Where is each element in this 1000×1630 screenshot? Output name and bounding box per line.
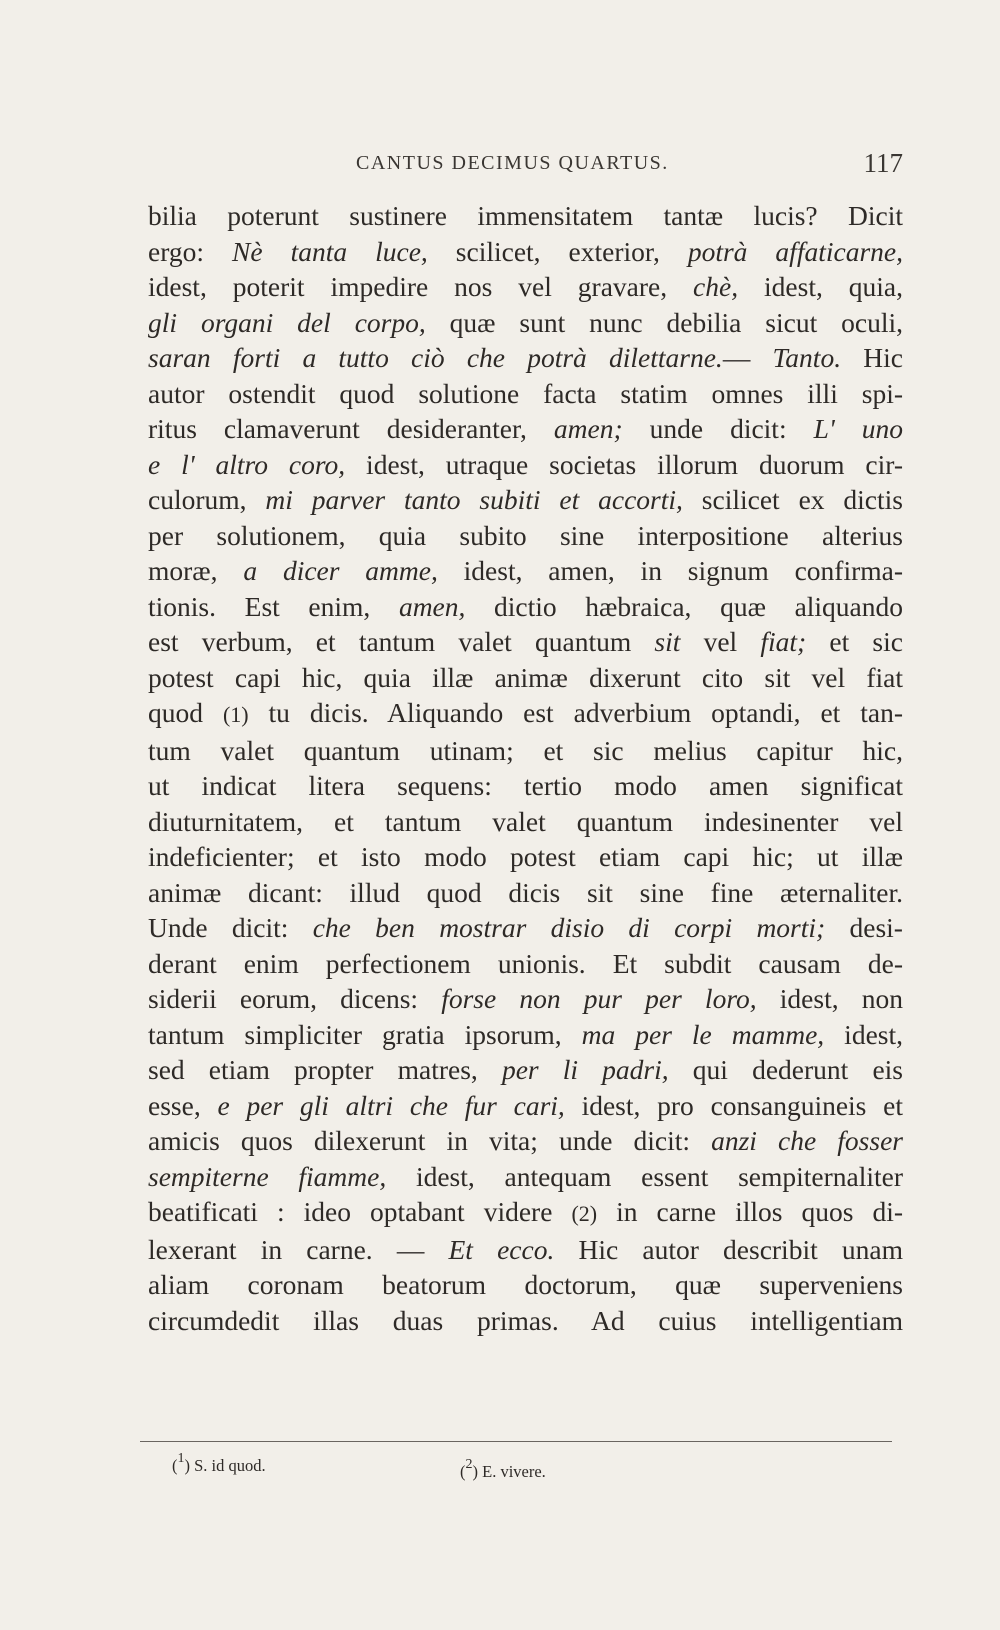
italic-quote: amen,	[398, 590, 466, 622]
italic-quote: L' uno	[813, 413, 903, 444]
italic-quote: che ben mostrar disio di corpi morti;	[312, 912, 826, 943]
text-line	[148, 804, 903, 840]
text-line	[148, 269, 903, 305]
text-segment: lexerant in carne. —	[148, 1233, 449, 1265]
text-line	[148, 518, 903, 554]
text-segment: idest, amen, in signum confirma-	[437, 555, 904, 586]
text-segment: ergo:	[148, 235, 233, 267]
text-segment: circumdedit illas duas primas. Ad cuius intelligentiam	[148, 1304, 903, 1336]
text-line	[148, 553, 903, 589]
text-line	[148, 1194, 903, 1232]
text-segment: idest, utraque societas illorum duorum cir-	[345, 448, 903, 480]
text-line	[148, 733, 903, 769]
text-segment: animæ dicant: illud quod dicis sit sine fine æternaliter.	[148, 876, 903, 908]
text-line	[148, 1052, 903, 1088]
italic-quote: mi parver tanto subiti et accorti,	[265, 484, 683, 515]
text-line	[148, 768, 903, 804]
text-line	[148, 1159, 903, 1195]
text-line	[148, 1232, 903, 1268]
footnotes	[172, 1451, 872, 1486]
text-segment: quæ sunt nunc debilia sicut oculi,	[425, 306, 903, 338]
text-segment: siderii eorum, dicens:	[148, 983, 442, 1014]
text-line	[148, 875, 903, 911]
text-line	[148, 340, 903, 376]
text-segment: est verbum, et tantum valet quantum	[148, 626, 655, 657]
italic-quote: chè,	[693, 271, 739, 302]
text-line	[148, 910, 903, 946]
text-line	[148, 234, 903, 270]
italic-quote: Et ecco.	[448, 1233, 555, 1265]
text-segment: Hic autor describit unam	[554, 1233, 903, 1265]
italic-quote: gli organi del corpo,	[148, 306, 426, 338]
text-line	[148, 981, 903, 1017]
text-segment: aliam coronam beatorum doctorum, quæ superveniens	[148, 1269, 903, 1300]
italic-quote: forse non pur per loro,	[441, 983, 757, 1014]
text-line	[148, 1123, 903, 1159]
text-segment: Unde dicit:	[148, 912, 313, 943]
text-line	[148, 1017, 903, 1053]
text-line	[148, 1267, 903, 1303]
text-line	[148, 946, 903, 982]
text-segment: vel	[680, 626, 761, 657]
text-line	[148, 447, 903, 483]
italic-quote: amen;	[553, 413, 623, 444]
italic-quote: ma per le mamme,	[581, 1018, 825, 1050]
text-segment: in carne illos quos di-	[597, 1196, 903, 1227]
text-segment: idest,	[824, 1018, 903, 1050]
text-segment: ritus clamaverunt desideranter,	[148, 413, 554, 444]
italic-quote: a dicer amme,	[243, 555, 438, 586]
text-line	[148, 376, 903, 412]
text-segment: moræ,	[148, 555, 244, 586]
text-segment: ut indicat litera sequens: tertio modo amen significat	[148, 770, 903, 801]
text-segment: esse,	[148, 1089, 218, 1121]
italic-quote: Tanto.	[772, 342, 842, 373]
italic-quote: saran forti a tutto ciò che potrà dilettarne.	[148, 342, 723, 373]
text-segment: potest capi hic, quia illæ animæ dixerunt cito sit vel fiat	[148, 661, 903, 693]
text-segment: quod	[148, 697, 223, 728]
text-line	[148, 305, 903, 341]
body-text	[148, 198, 903, 1338]
text-line	[148, 589, 903, 625]
footnote-2: ($^2$) E. vivere.	[460, 1457, 546, 1481]
italic-quote: per li padri,	[501, 1054, 669, 1085]
text-segment: unde dicit:	[622, 413, 814, 444]
text-segment: idest, quia,	[738, 271, 903, 302]
text-segment: autor ostendit quod solutione facta statim omnes illi spi-	[148, 377, 903, 409]
italic-quote: e l' altro coro,	[148, 448, 346, 480]
italic-quote: anzi che fosser	[711, 1125, 903, 1156]
text-segment: derant enim perfectionem unionis. Et subdit causam de-	[148, 947, 903, 979]
text-segment: qui dederunt eis	[668, 1054, 904, 1085]
text-line	[148, 411, 903, 447]
text-line	[148, 482, 903, 518]
text-segment: tionis. Est enim,	[148, 590, 399, 622]
page-header	[148, 150, 903, 184]
text-segment: bilia poterunt sustinere immensitatem tantæ lucis? Dicit	[148, 200, 903, 231]
footnote-1: ($^1$) S. id quod.	[172, 1451, 266, 1475]
text-segment: diuturnitatem, et tantum valet quantum indesinenter vel	[148, 805, 903, 837]
text-segment: dictio hæbraica, quæ aliquando	[465, 590, 904, 622]
text-segment: per solutionem, quia subito sine interpositione alterius	[148, 519, 903, 551]
italic-quote: sempiterne fiamme,	[148, 1160, 387, 1192]
text-segment: tum valet quantum utinam; et sic melius capitur hic,	[148, 734, 903, 766]
text-line	[148, 839, 903, 875]
text-segment: beatificati : ideo optabant videre	[148, 1196, 572, 1227]
text-segment: idest, pro consanguineis et	[564, 1089, 903, 1121]
text-segment: —	[722, 342, 773, 373]
text-segment: idest, antequam essent sempiternaliter	[386, 1160, 903, 1192]
text-line	[148, 198, 903, 234]
text-segment: scilicet ex dictis	[682, 484, 903, 515]
text-line	[148, 1303, 903, 1339]
page-number: 117	[863, 148, 903, 178]
footnote-reference: (1)	[222, 702, 249, 727]
text-segment: Hic	[841, 342, 903, 373]
italic-quote: fiat;	[760, 626, 807, 657]
text-segment: indeficienter; et isto modo potest etiam capi hic; ut illæ	[148, 841, 903, 872]
footnote-rule	[140, 1441, 892, 1442]
text-segment: desi-	[825, 912, 903, 943]
text-segment: culorum,	[148, 484, 266, 515]
footnote-reference: (2)	[571, 1201, 598, 1226]
text-segment: sed etiam propter matres,	[148, 1054, 502, 1085]
italic-quote: e per gli altri che fur cari,	[217, 1089, 565, 1121]
text-segment: scilicet, exterior,	[427, 235, 688, 267]
text-segment: tu dicis. Aliquando est adverbium optandi, et tan-	[248, 697, 903, 728]
text-segment: tantum simpliciter gratia ipsorum,	[148, 1018, 582, 1050]
text-line	[148, 660, 903, 696]
text-segment: idest, poterit impedire nos vel gravare,	[148, 271, 694, 302]
italic-quote: potrà affaticarne,	[687, 235, 903, 267]
italic-quote: sit	[654, 626, 681, 657]
text-line	[148, 624, 903, 660]
italic-quote: Nè tanta luce,	[232, 235, 428, 267]
running-head: CANTUS DECIMUS QUARTUS.	[356, 152, 669, 174]
text-line	[148, 695, 903, 733]
text-segment: et sic	[806, 626, 903, 657]
text-segment: amicis quos dilexerunt in vita; unde dicit:	[148, 1125, 712, 1156]
text-segment: idest, non	[756, 983, 903, 1014]
text-line	[148, 1088, 903, 1124]
